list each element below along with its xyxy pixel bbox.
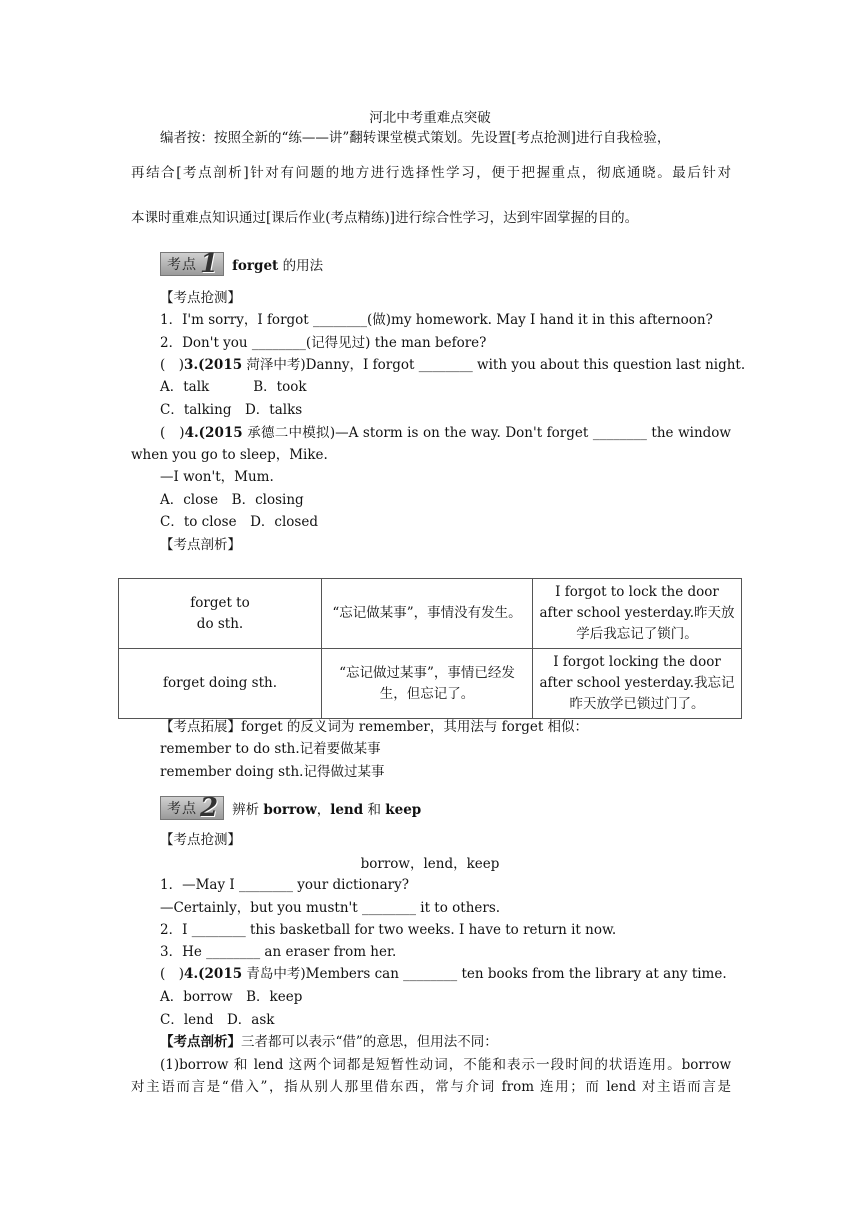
title-part: 辨析 xyxy=(232,802,264,818)
answer-blank: ( ) xyxy=(160,966,185,982)
q3-text: 菏泽中考)Danny，I forgot ________ with you about this question last night. xyxy=(242,357,746,373)
section1-heading xyxy=(160,249,324,279)
extension-line-1: remember to do sth.记着要做某事 xyxy=(160,741,381,757)
section1-extension xyxy=(160,717,588,737)
badge-number: 2 xyxy=(200,793,220,823)
cell-line: do sth. xyxy=(196,615,244,632)
q4-text: 青岛中考)Members can ________ ten books from the library at any time. xyxy=(242,966,727,982)
extension-line-2: remember doing sth.记得做过某事 xyxy=(160,764,385,780)
extension-label: 【考点拓展】 xyxy=(160,719,241,735)
intro-line-2: 再结合[考点剖析]针对有问题的地方进行选择性学习，便于把握重点，彻底通晓。最后针对 xyxy=(131,165,731,181)
s1-question-3 xyxy=(160,355,745,375)
analysis-paragraph-line-2: 对主语而言是“借入”，指从别人那里借东西，常与介词 from 连用；而 lend 对主语而言是 xyxy=(131,1079,731,1095)
title-part: ， xyxy=(316,802,331,818)
intro-line-1: 编者按：按照全新的“练——讲”翻转课堂模式策划。先设置[考点抢测]进行自我检验， xyxy=(160,130,671,146)
table-cell: “忘记做某事”，事情没有发生。 xyxy=(322,579,533,649)
answer-blank: ( ) xyxy=(160,425,185,441)
analysis-label: 【考点剖析】 xyxy=(160,1034,241,1050)
s1-question-2: 2．Don't you ________(记得见过) the man before? xyxy=(160,335,487,351)
intro-line-3: 本课时重难点知识通过[课后作业(考点精练)]进行综合性学习，达到牢固掌握的目的。 xyxy=(131,210,639,226)
q4-number: 4.(2015 xyxy=(184,425,243,441)
s2-q4-options-ab: A．borrow B．keep xyxy=(160,989,303,1005)
q4-number: 4.(2015 xyxy=(184,966,243,982)
s1-q4-reply: —I won't，Mum. xyxy=(160,469,274,485)
title-word: lend xyxy=(330,802,364,818)
section1-title-bold: forget xyxy=(232,258,279,274)
s2-q4-options-cd: C．lend D．ask xyxy=(160,1012,275,1028)
table-cell: forget doing sth. xyxy=(119,649,322,719)
s1-q3-options-ab xyxy=(160,377,307,397)
s1-q4-options-ab: A．close B．closing xyxy=(160,492,304,508)
analysis-text: 三者都可以表示“借”的意思，但用法不同： xyxy=(241,1034,498,1050)
q3-option-b: B．took xyxy=(253,379,307,395)
q3-option-a: A．talk xyxy=(160,379,210,395)
title-word: borrow xyxy=(263,802,317,818)
table-cell: “忘记做过某事”，事情已经发生，但忘记了。 xyxy=(322,649,533,719)
table-row xyxy=(119,649,742,719)
badge-text: 考点 xyxy=(167,257,197,273)
analysis-paragraph-line-1 xyxy=(131,1055,731,1075)
paragraph-text: (1)borrow 和 lend 这两个词都是短暂性动词，不能和表示一段时间的状语连用。borrow xyxy=(160,1057,731,1073)
s1-q4-options-cd: C．to close D．closed xyxy=(160,514,318,530)
analysis-table xyxy=(118,578,742,719)
section2-analysis xyxy=(160,1032,498,1052)
s2-question-2: 2．I ________ this basketball for two weeks. I have to return it now. xyxy=(160,922,617,938)
s2-question-1: 1．—May I ________ your dictionary? xyxy=(160,877,409,893)
s1-question-4 xyxy=(131,423,731,443)
section1-badge xyxy=(160,249,224,279)
q4-text: 承德二中模拟)—A storm is on the way. Don't forget ________ the window xyxy=(242,425,731,441)
answer-blank: ( ) xyxy=(160,357,185,373)
s1-question-1: 1．I'm sorry，I forgot ________(做)my homework. May I hand it in this afternoon? xyxy=(160,312,713,328)
title-part: 和 xyxy=(363,802,386,818)
badge-text: 考点 xyxy=(167,801,197,817)
q3-number: 3.(2015 xyxy=(184,357,243,373)
table-cell xyxy=(119,579,322,649)
section1-analysis-label: 【考点剖析】 xyxy=(160,537,241,553)
s2-q1-reply: —Certainly，but you mustn't ________ it to others. xyxy=(160,900,501,916)
title-word: keep xyxy=(385,802,422,818)
section2-badge xyxy=(160,793,224,823)
table-row xyxy=(119,579,742,649)
s1-q4-continued: when you go to sleep，Mike. xyxy=(131,447,328,463)
badge-number: 1 xyxy=(200,249,220,279)
s2-question-4 xyxy=(160,964,727,984)
s2-question-3: 3．He ________ an eraser from her. xyxy=(160,944,397,960)
cell-line: forget to xyxy=(190,594,250,611)
section1-title-rest: 的用法 xyxy=(278,258,324,274)
table-cell: I forgot locking the door after school yesterday.我忘记昨天放学已锁过门了。 xyxy=(533,649,742,719)
doc-title: 河北中考重难点突破 xyxy=(369,110,491,126)
s1-q3-options-cd: C．talking D．talks xyxy=(160,402,303,418)
word-bank: borrow，lend，keep xyxy=(360,856,500,872)
section2-heading xyxy=(160,793,422,823)
extension-text: forget 的反义词为 remember，其用法与 forget 相似： xyxy=(241,719,589,735)
table-cell: I forgot to lock the door after school yesterday.昨天放学后我忘记了锁门。 xyxy=(533,579,742,649)
section1-test-label: 【考点抢测】 xyxy=(160,290,241,306)
section2-title xyxy=(232,798,421,818)
section1-title xyxy=(232,254,323,274)
section2-test-label: 【考点抢测】 xyxy=(160,832,241,848)
